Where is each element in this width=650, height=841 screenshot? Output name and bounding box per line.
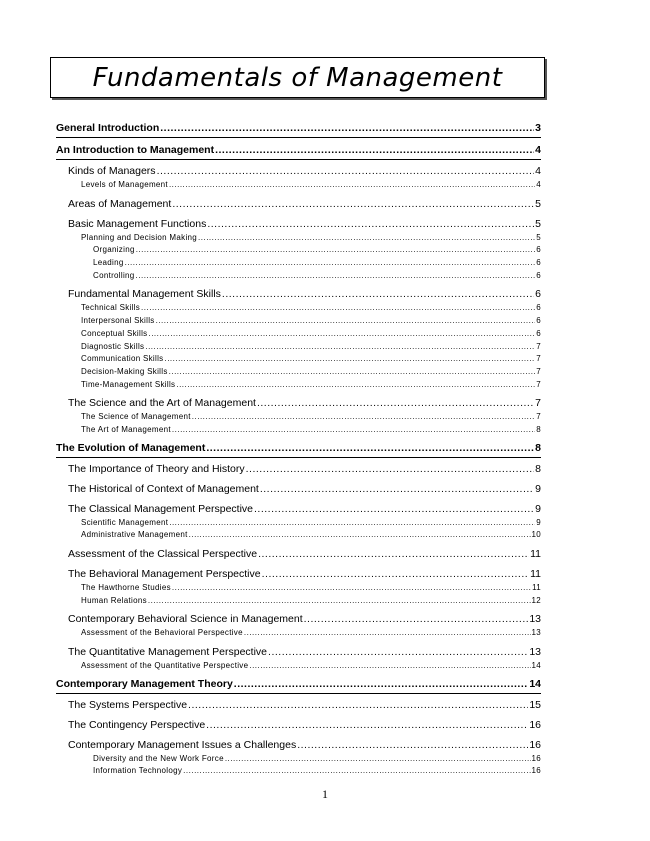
toc-entry-conceptual-skills[interactable]: Conceptual Skills ..... 6: [56, 328, 541, 341]
toc-entry-evolution-of-management[interactable]: The Evolution of Management ..... 8: [56, 440, 541, 458]
toc-entry-time-management-skills[interactable]: Time-Management Skills ..... 7: [56, 379, 541, 392]
toc-entry-planning-and-decision-making[interactable]: Planning and Decision Making ..... 5: [56, 232, 541, 245]
title-box: [50, 57, 545, 98]
toc-entry-assessment-of-quantitative-perspective[interactable]: Assessment of the Quantitative Perspective ..... 14: [56, 660, 541, 673]
toc-entry-quantitative-management-perspective[interactable]: The Quantitative Management Perspective ..... 13: [56, 645, 541, 660]
toc-entry-contemporary-management-issues[interactable]: Contemporary Management Issues a Challenges ..... 16: [56, 738, 541, 753]
toc-entry-technical-skills[interactable]: Technical Skills ..... 6: [56, 302, 541, 315]
toc-entry-areas-of-management[interactable]: Areas of Management ..... 5: [56, 197, 541, 212]
toc-entry-general-introduction[interactable]: General Introduction ..... 3: [56, 120, 541, 138]
toc-entry-classical-management-perspective[interactable]: The Classical Management Perspective ..... 9: [56, 502, 541, 517]
toc-entry-decision-making-skills[interactable]: Decision-Making Skills ..... 7: [56, 366, 541, 379]
toc-entry-organizing[interactable]: Organizing ..... 6: [56, 244, 541, 257]
toc-entry-systems-perspective[interactable]: The Systems Perspective ..... 15: [56, 698, 541, 713]
toc-entry-art-of-management[interactable]: The Art of Management ..... 8: [56, 424, 541, 437]
toc-entry-human-relations[interactable]: Human Relations ..... 12: [56, 595, 541, 608]
toc-entry-importance-of-theory-and-history[interactable]: The Importance of Theory and History ..... 8: [56, 462, 541, 477]
document-title: Fundamentals of Management: [92, 62, 503, 93]
toc-entry-communication-skills[interactable]: Communication Skills ..... 7: [56, 353, 541, 366]
page-number: 1: [322, 787, 328, 801]
toc-entry-behavioral-management-perspective[interactable]: The Behavioral Management Perspective ..... 11: [56, 567, 541, 582]
toc-entry-diversity-and-new-work-force[interactable]: Diversity and the New Work Force ..... 16: [56, 753, 541, 766]
toc-entry-leading[interactable]: Leading ..... 6: [56, 257, 541, 270]
toc-entry-science-of-management[interactable]: The Science of Management ..... 7: [56, 411, 541, 424]
toc-entry-basic-management-functions[interactable]: Basic Management Functions ..... 5: [56, 217, 541, 232]
toc-entry-controlling[interactable]: Controlling ..... 6: [56, 270, 541, 283]
table-of-contents: [56, 120, 541, 778]
toc-entry-historical-context-of-management[interactable]: The Historical of Context of Management ..... 9: [56, 482, 541, 497]
toc-entry-contemporary-management-theory[interactable]: Contemporary Management Theory ..... 14: [56, 676, 541, 694]
toc-entry-information-technology[interactable]: Information Technology ..... 16: [56, 765, 541, 778]
toc-entry-assessment-of-behavioral-perspective[interactable]: Assessment of the Behavioral Perspective ..... 13: [56, 627, 541, 640]
toc-entry-levels-of-management[interactable]: Levels of Management ..... 4: [56, 179, 541, 192]
toc-entry-science-and-art-of-management[interactable]: The Science and the Art of Management ..... 7: [56, 396, 541, 411]
toc-entry-hawthorne-studies[interactable]: The Hawthorne Studies ..... 11: [56, 582, 541, 595]
toc-entry-introduction-to-management[interactable]: An Introduction to Management ..... 4: [56, 142, 541, 160]
toc-entry-assessment-of-classical-perspective[interactable]: Assessment of the Classical Perspective ..... 11: [56, 547, 541, 562]
toc-entry-contemporary-behavioral-science[interactable]: Contemporary Behavioral Science in Management ..... 13: [56, 612, 541, 627]
toc-entry-diagnostic-skills[interactable]: Diagnostic Skills ..... 7: [56, 341, 541, 354]
toc-entry-administrative-management[interactable]: Administrative Management ..... 10: [56, 529, 541, 542]
toc-entry-contingency-perspective[interactable]: The Contingency Perspective ..... 16: [56, 718, 541, 733]
toc-entry-kinds-of-managers[interactable]: Kinds of Managers ..... 4: [56, 164, 541, 179]
toc-entry-fundamental-management-skills[interactable]: Fundamental Management Skills ..... 6: [56, 287, 541, 302]
toc-entry-interpersonal-skills[interactable]: Interpersonal Skills ..... 6: [56, 315, 541, 328]
toc-entry-scientific-management[interactable]: Scientific Management ..... 9: [56, 517, 541, 530]
